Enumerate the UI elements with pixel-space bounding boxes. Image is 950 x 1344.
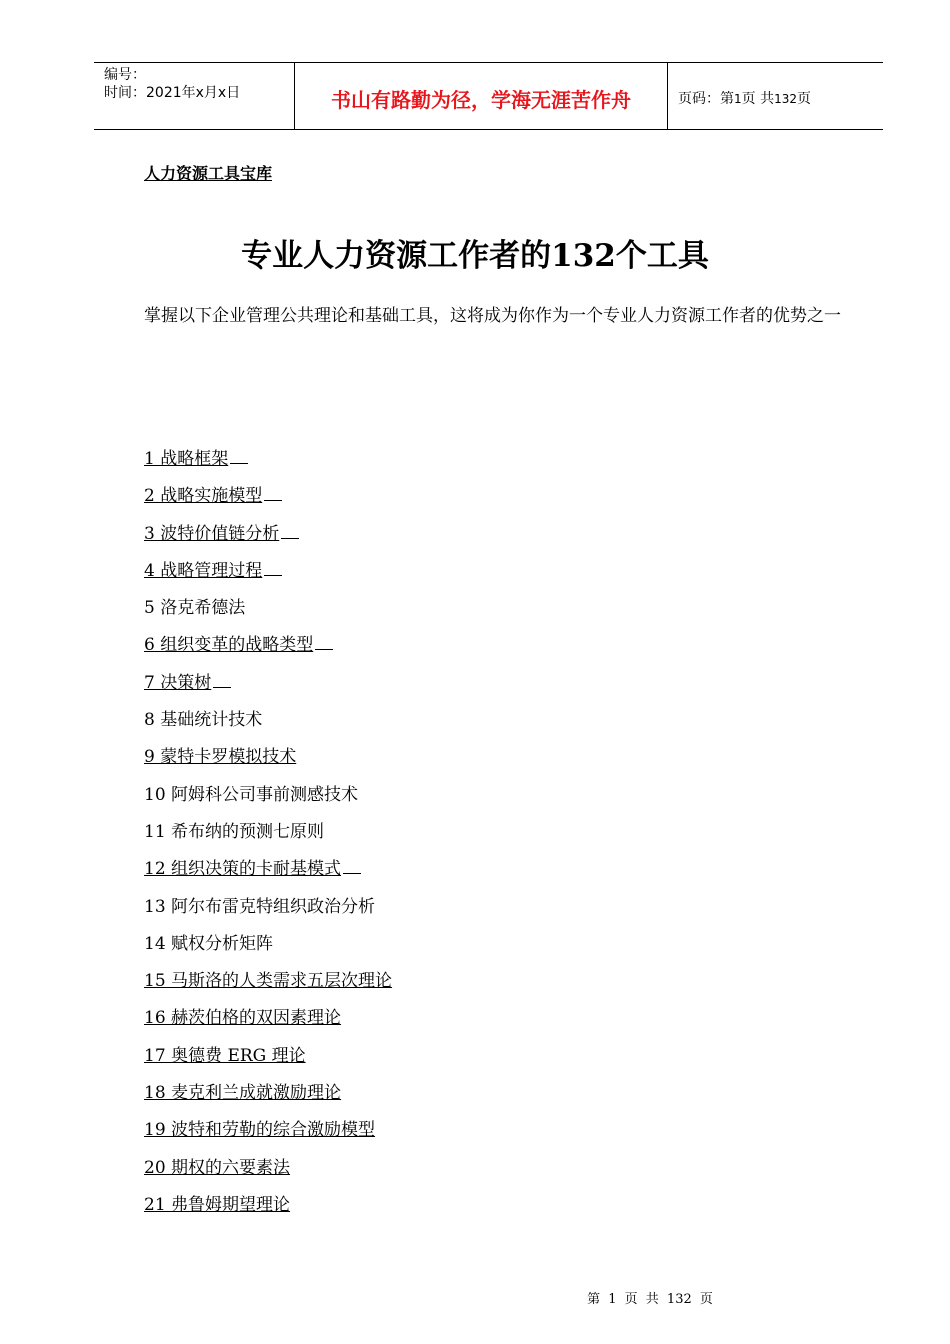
tool-list-item[interactable]: [144, 856, 392, 893]
tool-list-item[interactable]: [144, 483, 392, 520]
tool-list-item[interactable]: [144, 968, 392, 1005]
underline-tail: [264, 558, 282, 576]
tool-item-label: 6 组织变革的战略类型: [144, 635, 314, 656]
underline-tail: [230, 446, 248, 464]
number-label: 编号：: [104, 67, 146, 83]
underline-tail: [281, 521, 299, 539]
tool-list-item[interactable]: [144, 632, 392, 669]
page-header: [94, 62, 883, 130]
header-motto: [295, 63, 668, 129]
document-title: 专业人力资源工作者的132个工具: [241, 238, 709, 274]
page-label: 页码：第: [678, 91, 734, 107]
page-footer: 第 1 页 共 132 页: [587, 1292, 713, 1307]
tool-list: [144, 446, 392, 1229]
tool-list-item[interactable]: [144, 744, 392, 781]
header-meta: [94, 63, 295, 129]
tool-item-label: 9 蒙特卡罗模拟技术: [144, 747, 297, 768]
tool-item-label: 15 马斯洛的人类需求五层次理论: [144, 971, 393, 992]
tool-list-item[interactable]: [144, 1117, 392, 1154]
page-total: 132: [774, 92, 797, 106]
tool-item-label: 12 组织决策的卡耐基模式: [144, 859, 342, 880]
tool-list-item[interactable]: [144, 1155, 392, 1192]
page-mid: 页 共: [741, 91, 775, 107]
tool-item-label: 17 奥德费 ERG 理论: [144, 1045, 306, 1066]
tool-list-item[interactable]: [144, 1005, 392, 1042]
tool-item-label: 16 赫茨伯格的双因素理论: [144, 1008, 342, 1029]
tool-list-item[interactable]: [144, 446, 392, 483]
tool-item-label: 7 决策树: [144, 672, 212, 693]
tool-item-label: 4 战略管理过程: [144, 560, 263, 581]
tool-list-item: [144, 931, 392, 968]
tool-list-item: [144, 894, 392, 931]
tool-list-item[interactable]: [144, 1043, 392, 1080]
intro-paragraph: 掌握以下企业管理公共理论和基础工具，这将成为你作为一个专业人力资源工作者的优势之一: [144, 306, 841, 326]
header-page-info: [668, 63, 883, 129]
tool-item-label: 10 阿姆科公司事前测感技术: [144, 784, 359, 805]
page-info-text: [678, 88, 883, 108]
underline-tail: [315, 632, 333, 650]
tool-list-item: [144, 595, 392, 632]
tool-item-label: 18 麦克利兰成就激励理论: [144, 1083, 342, 1104]
tool-list-item[interactable]: [144, 1192, 392, 1229]
underline-tail: [264, 483, 282, 501]
tool-item-label: 3 波特价值链分析: [144, 523, 280, 544]
tool-item-label: 5 洛克希德法: [144, 598, 246, 619]
page-end: 页: [797, 91, 811, 107]
tool-item-label: 13 阿尔布雷克特组织政治分析: [144, 896, 376, 917]
tool-item-label: 21 弗鲁姆期望理论: [144, 1194, 291, 1215]
tool-item-label: 14 赋权分析矩阵: [144, 933, 274, 954]
motto-text: 书山有路勤为径，学海无涯苦作舟: [331, 87, 631, 112]
section-label[interactable]: 人力资源工具宝库: [144, 164, 273, 183]
tool-list-item[interactable]: [144, 670, 392, 707]
tool-item-label: 8 基础统计技术: [144, 710, 263, 731]
tool-item-label: 20 期权的六要素法: [144, 1157, 291, 1178]
tool-list-item[interactable]: [144, 1080, 392, 1117]
tool-list-item: [144, 782, 392, 819]
tool-item-label: 1 战略框架: [144, 449, 229, 469]
tool-item-label: 11 希布纳的预测七原则: [144, 821, 325, 842]
tool-list-item: [144, 819, 392, 856]
tool-list-item[interactable]: [144, 558, 392, 595]
tool-item-label: 2 战略实施模型: [144, 486, 263, 507]
tool-item-label: 19 波特和劳勒的综合激励模型: [144, 1120, 376, 1141]
page-number: 1: [734, 92, 742, 106]
underline-tail: [213, 670, 231, 688]
underline-tail: [343, 856, 361, 874]
tool-list-item[interactable]: [144, 521, 392, 558]
tool-list-item: [144, 707, 392, 744]
time-label: 时间：2021年x月x日: [104, 85, 241, 101]
